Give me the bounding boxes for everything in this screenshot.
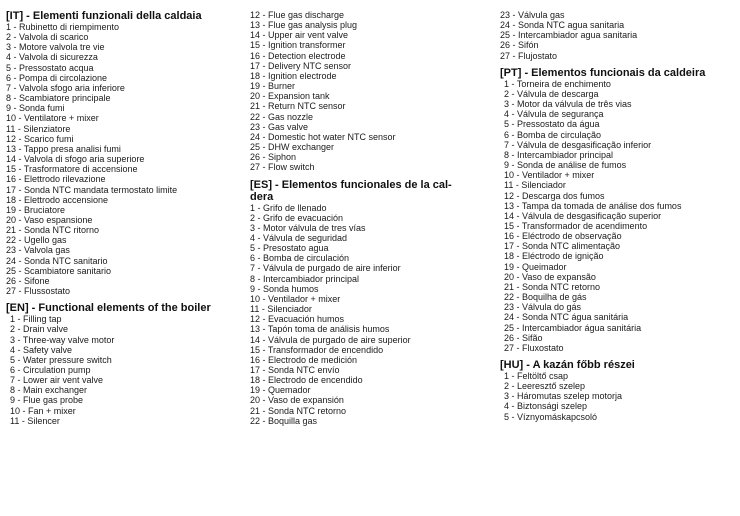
en-parts-list-part2 (250, 10, 492, 173)
part-item: 15 - Ignition transformer (250, 40, 346, 51)
part-item: 13 - Tapón toma de análisis humos (250, 324, 390, 335)
part-item: 14 - Valvola di sfogo aria superiore (6, 154, 145, 165)
part-item: 22 - Ugello gas (6, 235, 67, 246)
part-item: 2 - Drain valve (10, 324, 69, 335)
part-item: 24 - Domestic hot water NTC sensor (250, 131, 396, 142)
part-item: 9 - Sonda fumi (6, 103, 65, 114)
part-item: 8 - Intercambiador principal (504, 149, 614, 160)
part-item: 27 - Flujostato (500, 50, 558, 61)
part-item: 7 - Válvula de desgasificação inferior (504, 139, 652, 150)
it-parts-list (6, 22, 242, 296)
part-item: 1 - Feltöltő csap (504, 371, 569, 381)
part-item: 9 - Sonda humos (250, 283, 319, 294)
it-section-title: [IT] - Elementi funzionali della caldaia (6, 10, 202, 22)
part-item: 5 - Pressostato da água (504, 119, 600, 130)
part-item: 25 - DHW exchanger (250, 142, 335, 153)
part-item: 22 - Boquilha de gás (504, 292, 587, 303)
part-item: 24 - Sonda NTC sanitario (6, 255, 108, 266)
part-item: 26 - Sifone (6, 275, 50, 286)
part-item: 15 - Transformador de encendido (250, 344, 384, 355)
part-item: 11 - Silencer (10, 415, 60, 426)
part-item: 3 - Motor válvula de tres vías (250, 222, 366, 233)
part-item: 8 - Scambiatore principale (6, 93, 111, 104)
part-item: 24 - Sonda NTC agua sanitaria (500, 20, 625, 31)
part-item: 5 - Water pressure switch (10, 354, 112, 365)
part-item: 7 - Lower air vent valve (10, 375, 104, 386)
part-item: 18 - Elettrodo accensione (6, 194, 109, 205)
part-item: 12 - Descarga dos fumos (504, 190, 605, 201)
part-item: 2 - Valvola di scarico (6, 32, 89, 43)
part-item: 21 - Return NTC sensor (250, 101, 346, 112)
part-item: 14 - Válvula de desgasificação superior (504, 210, 662, 221)
part-item: 14 - Válvula de purgado de aire superior (250, 334, 411, 345)
part-item: 17 - Sonda NTC envío (250, 365, 340, 375)
pt-parts-list (500, 79, 736, 353)
part-item: 7 - Válvula de purgado de aire inferior (250, 263, 401, 274)
part-item: 4 - Safety valve (10, 344, 73, 355)
part-item: 13 - Tappo presa analisi fumi (6, 143, 121, 154)
part-item: 6 - Bomba de circulação (504, 129, 602, 140)
part-item: 11 - Silenziatore (6, 123, 71, 134)
part-item: 8 - Intercambiador principal (250, 273, 360, 284)
part-item: 22 - Gas nozzle (250, 111, 314, 122)
part-item: 4 - Valvola di sicurezza (6, 52, 98, 63)
part-item: 18 - Ignition electrode (250, 70, 337, 81)
part-item: 5 - Pressostato acqua (6, 62, 94, 73)
part-item: 17 - Sonda NTC mandata termostato limite (6, 184, 178, 195)
part-item: 3 - Motor da válvula de três vias (504, 99, 632, 110)
part-item: 11 - Silenciador (504, 180, 566, 191)
es-parts-list-part2 (500, 10, 736, 61)
part-item: 21 - Sonda NTC ritorno (6, 225, 100, 236)
part-item: 20 - Vaso de expansión (250, 395, 344, 406)
part-item: 23 - Válvula do gás (504, 302, 582, 313)
part-item: 16 - Eléctrodo de observação (504, 231, 622, 242)
part-item: 17 - Sonda NTC alimentação (504, 241, 621, 252)
part-item: 3 - Motore valvola tre vie (6, 42, 105, 53)
part-item: 13 - Flue gas analysis plug (250, 20, 358, 31)
part-item: 17 - Delivery NTC sensor (250, 60, 352, 71)
part-item: 21 - Sonda NTC retorno (250, 405, 347, 416)
column-2 (250, 10, 492, 426)
part-item: 1 - Filling tap (10, 314, 62, 325)
part-item: 11 - Silenciador (250, 304, 312, 315)
part-item: 20 - Vaso espansione (6, 214, 93, 225)
part-item: 3 - Three-way valve motor (10, 334, 115, 345)
es-title-line2: dera (250, 190, 274, 203)
en-section-title: [EN] - Functional elements of the boiler (6, 302, 211, 315)
part-item: 16 - Elettrodo rilevazione (6, 174, 106, 185)
part-item: 3 - Háromutas szelep motorja (504, 391, 623, 402)
part-item: 10 - Ventilador + mixer (504, 170, 595, 181)
part-item: 6 - Pompa di circolazione (6, 72, 108, 83)
part-item: 2 - Grifo de evacuación (250, 212, 344, 223)
part-item: 26 - Siphon (250, 152, 297, 163)
es-title-line1: [ES] - Elementos funcionales de la cal- (250, 178, 452, 191)
part-item: 5 - Presostato agua (250, 243, 329, 254)
part-item: 4 - Válvula de segurança (504, 109, 604, 120)
part-item: 27 - Fluxostato (504, 342, 564, 353)
part-item: 12 - Scarico fumi (6, 133, 74, 144)
part-item: 18 - Eléctrodo de ignição (504, 251, 604, 262)
part-item: 19 - Burner (250, 81, 296, 92)
part-item: 6 - Circulation pump (10, 365, 91, 375)
part-item: 20 - Vaso de expansão (504, 271, 596, 282)
part-item: 12 - Evacuación humos (250, 314, 345, 325)
part-item: 26 - Sifón (500, 40, 539, 51)
part-item: 1 - Grifo de llenado (250, 202, 327, 213)
part-item: 5 - Víznyomáskapcsoló (504, 411, 598, 422)
part-item: 10 - Fan + mixer (10, 405, 76, 416)
part-item: 10 - Ventilatore + mixer (6, 113, 99, 124)
es-section-title (250, 179, 492, 203)
es-parts-list-part1 (250, 203, 492, 426)
part-item: 4 - Biztonsági szelep (504, 401, 588, 412)
part-item: 8 - Main exchanger (10, 385, 88, 396)
part-item: 16 - Electrodo de medición (250, 354, 358, 365)
pt-section-title: [PT] - Elementos funcionais da caldeira (500, 66, 706, 79)
part-item: 26 - Sifão (504, 332, 543, 343)
part-item: 14 - Upper air vent valve (250, 30, 349, 41)
en-parts-list-part1 (6, 314, 242, 426)
part-item: 9 - Flue gas probe (10, 395, 84, 406)
part-item: 25 - Intercambiador agua sanitaria (500, 30, 638, 41)
column-3 (500, 10, 736, 422)
part-item: 12 - Flue gas discharge (250, 10, 345, 20)
part-item: 19 - Bruciatore (6, 204, 66, 215)
part-item: 2 - Leeresztő szelep (504, 381, 586, 392)
part-item: 6 - Bomba de circulación (250, 253, 350, 264)
part-item: 9 - Sonda de análise de fumos (504, 160, 627, 171)
part-item: 25 - Intercambiador água sanitária (504, 322, 642, 333)
part-item: 10 - Ventilador + mixer (250, 293, 341, 304)
part-item: 27 - Flow switch (250, 162, 315, 173)
part-item: 19 - Quemador (250, 385, 311, 396)
part-item: 23 - Valvola gas (6, 245, 70, 256)
part-item: 27 - Flussostato (6, 286, 71, 297)
part-item: 7 - Valvola sfogo aria inferiore (6, 82, 125, 93)
part-item: 13 - Tampa da tomada de análise dos fumos (504, 200, 682, 211)
part-item: 23 - Válvula gas (500, 10, 565, 20)
part-item: 1 - Rubinetto di riempimento (6, 22, 120, 32)
hu-section-title: [HU] - A kazán főbb részei (500, 359, 635, 371)
part-item: 2 - Válvula de descarga (504, 88, 599, 99)
part-item: 25 - Scambiatore sanitario (6, 265, 112, 276)
part-item: 19 - Queimador (504, 261, 567, 272)
part-item: 15 - Transformador de acendimento (504, 220, 648, 231)
part-item: 15 - Trasformatore di accensione (6, 164, 138, 175)
part-item: 18 - Electrodo de encendido (250, 375, 363, 386)
part-item: 1 - Torneira de enchimento (504, 78, 611, 89)
part-item: 4 - Válvula de seguridad (250, 232, 348, 243)
part-item: 23 - Gas valve (250, 121, 309, 132)
hu-parts-list (500, 371, 736, 422)
part-item: 22 - Boquilla gas (250, 415, 318, 426)
part-item: 24 - Sonda NTC água sanitária (504, 312, 629, 323)
column-1 (6, 10, 242, 426)
part-item: 20 - Expansion tank (250, 91, 330, 102)
part-item: 21 - Sonda NTC retorno (504, 281, 601, 292)
part-item: 16 - Detection electrode (250, 50, 346, 61)
